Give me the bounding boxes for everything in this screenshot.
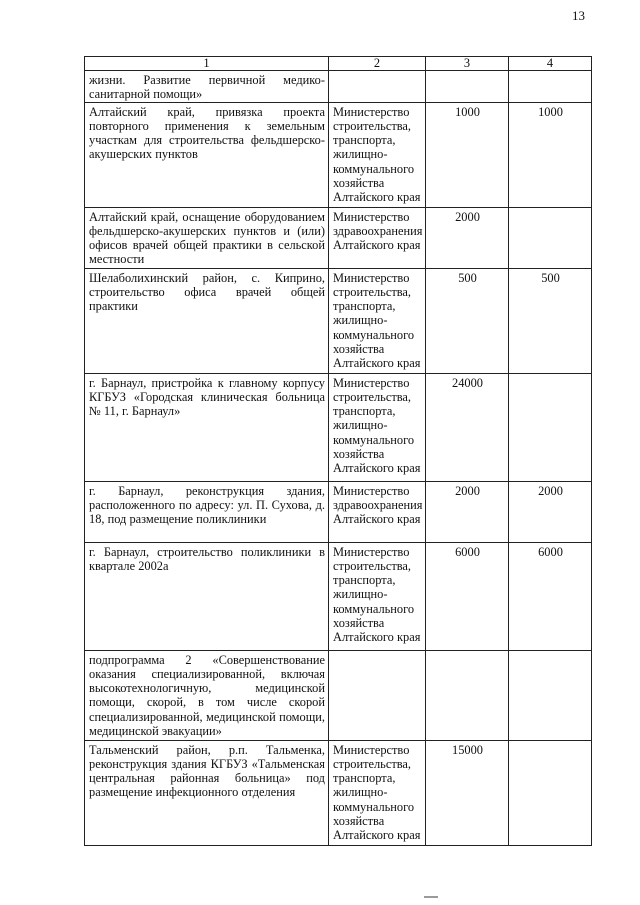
amount-cell: 2000 [426, 482, 509, 543]
table-row [85, 741, 592, 846]
subprogram-cell: подпрограмма 2 «Совершенствование оказания специализированной, включая высокотехнологичную, медицинской помощи, скорой, в том числе скорой специализированной, медицинской помощи, медицинской эвакуации» [85, 651, 329, 741]
executor-cell: Министерство строительства, транспорта, жилищно-коммунального хозяйства Алтайского края [329, 374, 426, 482]
executor-cell: Министерство строительства, транспорта, жилищно-коммунального хозяйства Алтайского края [329, 741, 426, 846]
table-row [85, 269, 592, 374]
measure-cell: Тальменский район, р.п. Тальменка, реконструкция здания КГБУЗ «Тальменская центральная районная больница» под размещение инфекционного отделения [85, 741, 329, 846]
table-row [85, 651, 592, 741]
program-table [84, 56, 592, 846]
measure-cell: г. Барнаул, реконструкция здания, расположенного по адресу: ул. П. Сухова, д. 18, под размещение поликлиники [85, 482, 329, 543]
amount-cell: 2000 [426, 208, 509, 269]
executor-cell: Министерство строительства, транспорта, жилищно-коммунального хозяйства Алтайского края [329, 543, 426, 651]
measure-cell: г. Барнаул, пристройка к главному корпусу КГБУЗ «Городская клиническая больница № 11, г. Барнаул» [85, 374, 329, 482]
column-header-1: 1 [85, 57, 329, 71]
measure-cell: жизни. Развитие первичной медико-санитарной помощи» [85, 71, 329, 103]
table-header-row [85, 57, 592, 71]
amount-cell: 1000 [426, 103, 509, 208]
column-header-2: 2 [329, 57, 426, 71]
amount-cell: 24000 [426, 374, 509, 482]
page-number: 13 [572, 8, 585, 23]
amount-cell: 500 [426, 269, 509, 374]
amount-cell [509, 374, 592, 482]
table-row [85, 482, 592, 543]
executor-cell: Министерство строительства, транспорта, жилищно-коммунального хозяйства Алтайского края [329, 269, 426, 374]
amount-cell: 500 [509, 269, 592, 374]
amount-cell [509, 208, 592, 269]
executor-cell: Министерство строительства, транспорта, жилищно-коммунального хозяйства Алтайского края [329, 103, 426, 208]
executor-cell [329, 71, 426, 103]
table-row [85, 543, 592, 651]
measure-cell: г. Барнаул, строительство поликлиники в квартале 2002а [85, 543, 329, 651]
amount-cell: 15000 [426, 741, 509, 846]
amount-cell: 6000 [426, 543, 509, 651]
measure-cell: Алтайский край, привязка проекта повторного применения к земельным участкам для строительства фельдшерско-акушерских пунктов [85, 103, 329, 208]
table-row [85, 103, 592, 208]
column-header-4: 4 [509, 57, 592, 71]
amount-cell [509, 71, 592, 103]
executor-cell: Министерство здравоохранения Алтайского края [329, 482, 426, 543]
amount-cell: 6000 [509, 543, 592, 651]
amount-cell [426, 71, 509, 103]
measure-cell: Алтайский край, оснащение оборудованием фельдшерско-акушерских пунктов и (или) офисов врачей общей практики в сельской местности [85, 208, 329, 269]
table-row [85, 71, 592, 103]
amount-cell [426, 651, 509, 741]
amount-cell: 1000 [509, 103, 592, 208]
executor-cell [329, 651, 426, 741]
table-row [85, 208, 592, 269]
amount-cell [509, 651, 592, 741]
amount-cell: 2000 [509, 482, 592, 543]
scan-artifact-mark [424, 896, 438, 898]
amount-cell [509, 741, 592, 846]
measure-cell: Шелаболихинский район, с. Киприно, строительство офиса врачей общей практики [85, 269, 329, 374]
executor-cell: Министерство здравоохранения Алтайского края [329, 208, 426, 269]
column-header-3: 3 [426, 57, 509, 71]
table-row [85, 374, 592, 482]
